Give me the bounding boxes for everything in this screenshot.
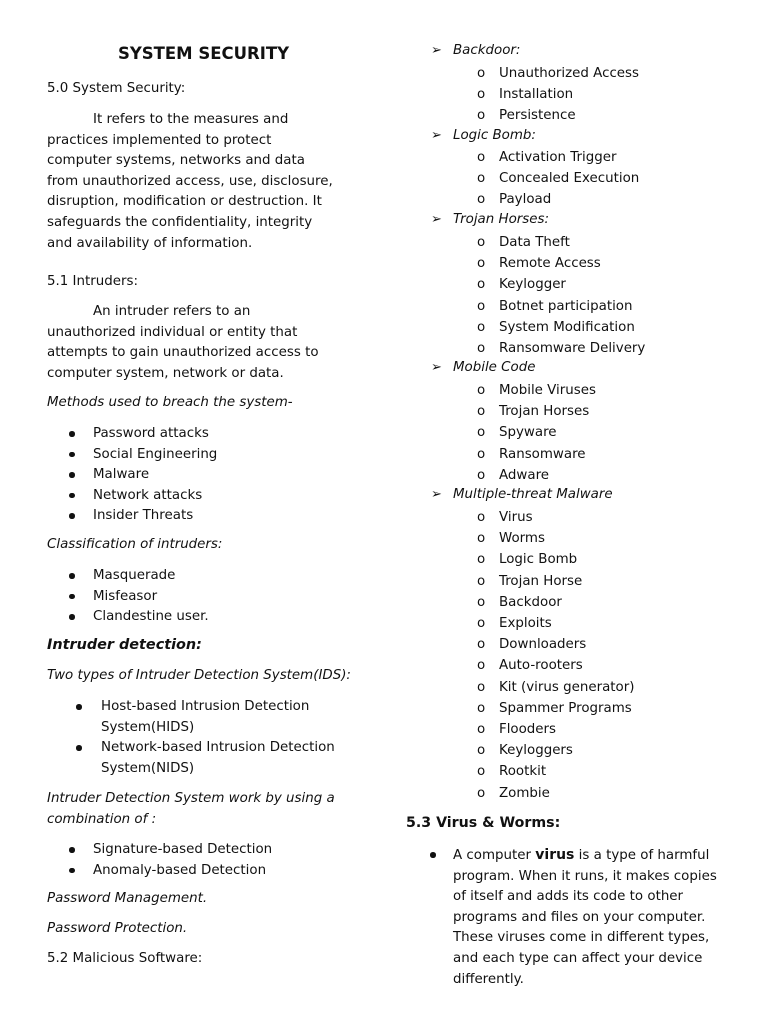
list-item: o Downloaders [406, 634, 634, 655]
section-5-1-body [47, 302, 337, 384]
list-item: o Adware [406, 465, 596, 486]
list-item: o Mobile Viruses [406, 380, 596, 401]
group-label: Trojan Horses: [453, 212, 549, 227]
bullet-icon [430, 852, 436, 858]
circle-bullet-icon: o [477, 637, 486, 653]
list-item: o Logic Bomb [406, 549, 634, 570]
section-5-2-heading: 5.2 Malicious Software: [47, 951, 203, 966]
circle-bullet-icon: o [477, 404, 486, 420]
list-item: o Ransomware Delivery [406, 338, 645, 359]
section-5-0-text: It refers to the measures and practices implemented to protect computer systems, networks and data from unauthorized access, use, disclosure, disruption, modification or destruction. It safeguards the confidentiality, integrity and availability of information. [47, 112, 333, 251]
list-item: o Installation [406, 84, 639, 105]
logic-bomb-list [406, 147, 639, 211]
circle-bullet-icon: o [477, 171, 486, 187]
list-item: Clandestine user. [47, 607, 209, 628]
arrow-bullet-icon: ➢ [431, 487, 442, 502]
backdoor-list [406, 63, 639, 127]
circle-bullet-icon: o [477, 319, 486, 335]
list-item: o Remote Access [406, 253, 645, 274]
classification-list [47, 566, 209, 628]
list-item: o System Modification [406, 317, 645, 338]
list-item: o Unauthorized Access [406, 63, 639, 84]
group-label: Backdoor: [453, 43, 521, 58]
methods-list [47, 424, 217, 527]
section-5-1-text: An intruder refers to an unauthorized individual or entity that attempts to gain unauthorized access to computer system, network or data. [47, 304, 319, 381]
circle-bullet-icon: o [477, 66, 486, 81]
list-item: o Activation Trigger [406, 147, 639, 168]
group-label: Logic Bomb: [453, 128, 536, 143]
list-item: o Worms [406, 528, 634, 549]
list-item: o Rootkit [406, 761, 634, 782]
circle-bullet-icon: o [477, 446, 486, 462]
page-title: SYSTEM SECURITY [117, 44, 290, 63]
virus-paragraph: A computer virus is a type of harmful program. When it runs, it makes copies of itself and adds its code to other programs and files on your computer. These viruses come in different types, and each type can affect your device differently. [453, 847, 717, 987]
ids-types-list [47, 697, 337, 779]
circle-bullet-icon: o [477, 108, 486, 124]
list-item: o Exploits [406, 613, 634, 634]
circle-bullet-icon: o [477, 700, 486, 716]
circle-bullet-icon: o [477, 510, 486, 525]
list-item: o Trojan Horse [406, 571, 634, 592]
circle-bullet-icon: o [477, 383, 486, 398]
circle-bullet-icon: o [477, 256, 486, 272]
ids-work-heading: Intruder Detection System work by using a combination of : [47, 791, 335, 827]
list-item: Password attacks [47, 424, 217, 445]
list-item: Masquerade [47, 566, 209, 587]
list-item: Network-based Intrusion Detection System(NIDS) [47, 738, 337, 779]
mobile-code-list [406, 380, 596, 486]
section-5-3-heading: 5.3 Virus & Worms: [406, 815, 561, 831]
list-item: Social Engineering [47, 445, 217, 466]
arrow-bullet-icon: ➢ [431, 212, 442, 227]
list-item: Host-based Intrusion Detection System(HIDS) [47, 697, 337, 738]
list-item: Misfeasor [47, 587, 209, 608]
list-item: o Kit (virus generator) [406, 677, 634, 698]
trojan-horses-list [406, 232, 645, 359]
circle-bullet-icon: o [477, 425, 486, 441]
list-item: o Keylogger [406, 274, 645, 295]
arrow-bullet-icon: ➢ [431, 128, 442, 143]
password-protection: Password Protection. [47, 921, 188, 936]
circle-bullet-icon: o [477, 150, 486, 165]
list-item: Signature-based Detection [47, 840, 272, 861]
section-5-0-body [47, 110, 337, 254]
classification-heading: Classification of intruders: [47, 537, 223, 552]
circle-bullet-icon: o [477, 785, 486, 801]
multiple-threat-malware-list [406, 507, 634, 804]
list-item: o Auto-rooters [406, 655, 634, 676]
list-item: o Spammer Programs [406, 698, 634, 719]
group-label: Mobile Code [453, 360, 536, 375]
password-management: Password Management. [47, 891, 208, 906]
list-item: o Payload [406, 189, 639, 210]
circle-bullet-icon: o [477, 616, 486, 632]
list-item: o Backdoor [406, 592, 634, 613]
circle-bullet-icon: o [477, 573, 486, 589]
arrow-bullet-icon: ➢ [431, 360, 442, 375]
intruder-detection-heading: Intruder detection: [47, 637, 202, 653]
circle-bullet-icon: o [477, 764, 486, 780]
list-item: o Zombie [406, 783, 634, 804]
circle-bullet-icon: o [477, 658, 486, 674]
list-item: Network attacks [47, 486, 217, 507]
methods-heading: Methods used to breach the system- [47, 395, 293, 410]
list-item: o Flooders [406, 719, 634, 740]
circle-bullet-icon: o [477, 192, 486, 208]
list-item: Malware [47, 465, 217, 486]
circle-bullet-icon: o [477, 87, 486, 103]
circle-bullet-icon: o [477, 531, 486, 547]
list-item: o Botnet participation [406, 296, 645, 317]
circle-bullet-icon: o [477, 235, 486, 250]
virus-term: virus [535, 847, 575, 863]
section-5-0-heading: 5.0 System Security: [47, 81, 186, 96]
list-item: o Concealed Execution [406, 168, 639, 189]
list-item: o Keyloggers [406, 740, 634, 761]
circle-bullet-icon: o [477, 743, 486, 759]
section-5-1-heading: 5.1 Intruders: [47, 274, 138, 289]
circle-bullet-icon: o [477, 467, 486, 483]
list-item: o Persistence [406, 105, 639, 126]
list-item: o Spyware [406, 422, 596, 443]
list-item: Insider Threats [47, 506, 217, 527]
arrow-bullet-icon: ➢ [431, 43, 442, 58]
circle-bullet-icon: o [477, 722, 486, 738]
circle-bullet-icon: o [477, 594, 486, 610]
list-item: Anomaly-based Detection [47, 861, 272, 882]
ids-types-heading: Two types of Intruder Detection System(IDS): [47, 668, 351, 683]
list-item: o Trojan Horses [406, 401, 596, 422]
circle-bullet-icon: o [477, 341, 486, 357]
group-label: Multiple-threat Malware [453, 487, 613, 502]
list-item: o Virus [406, 507, 634, 528]
list-item: o Data Theft [406, 232, 645, 253]
circle-bullet-icon: o [477, 298, 486, 314]
list-item: o Ransomware [406, 444, 596, 465]
circle-bullet-icon: o [477, 277, 486, 293]
circle-bullet-icon: o [477, 552, 486, 568]
ids-work-list [47, 840, 272, 881]
circle-bullet-icon: o [477, 679, 486, 695]
